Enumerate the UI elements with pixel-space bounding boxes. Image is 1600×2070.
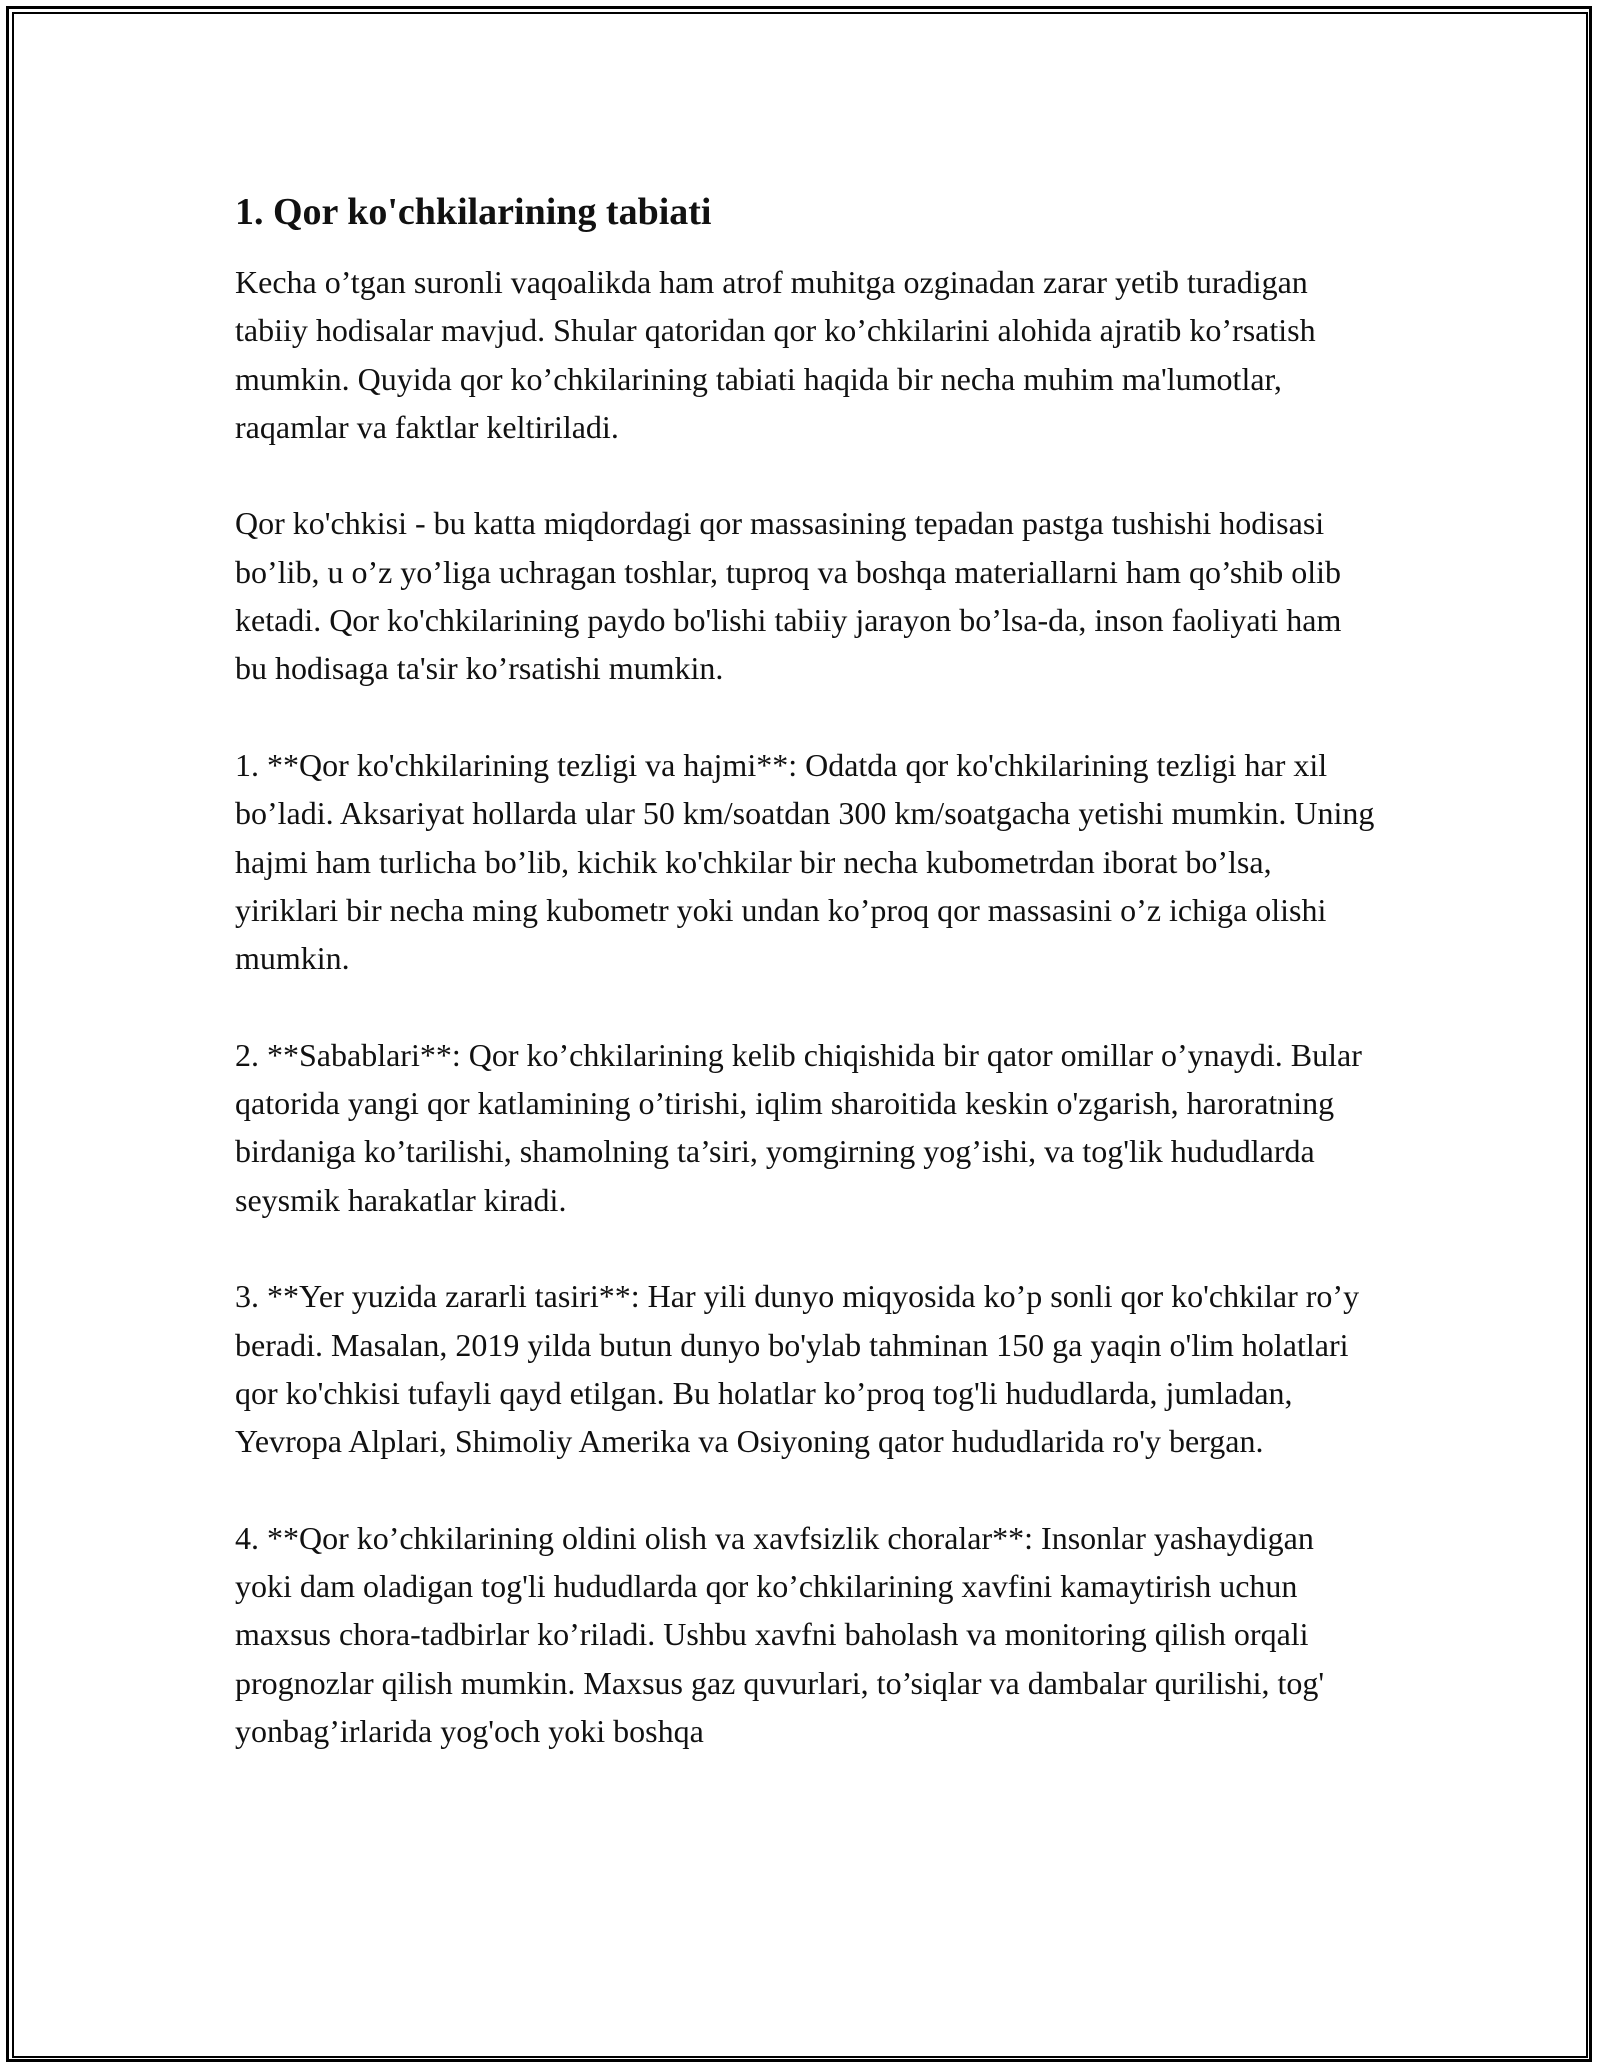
document-title: 1. Qor ko'chkilarining tabiati (235, 191, 712, 233)
paragraph-intro: Kecha o’tgan suronli vaqoalikda ham atrof muhitga ozginadan zarar yetib turadigan tabiiy hodisalar mavjud. Shular qatoridan qor ko’chkilarini alohida ajratib ko’rsatish mumkin. Quyida qor ko’chkilarining tabiati haqida bir necha muhim ma'lumotlar, raqamlar va faktlar keltiriladi. (235, 264, 1316, 445)
paragraph-harm: 3. **Yer yuzida zararli tasiri**: Har yili dunyo miqyosida ko’p sonli qor ko'chkilar ro’y beradi. Masalan, 2019 yilda butun dunyo bo'ylab tahminan 150 ga yaqin o'lim holatlari qor ko'chkisi tufayli qayd etilgan. Bu holatlar ko’proq tog'li hududlarda, jumladan, Yevropa Alplari, Shimoliy Amerika va Osiyoning qator hududlarida ro'y bergan. (235, 1278, 1360, 1460)
paragraph-prevention: 4. **Qor ko’chkilarining oldini olish va xavfsizlik choralar**: Insonlar yashaydigan yoki dam oladigan tog'li hududlarda qor ko’chkilarining xavfini kamaytirish uchun maxsus chora-tadbirlar ko’riladi. Ushbu xavfni baholash va monitoring qilish orqali prognozlar qilish mumkin. Maxsus gaz quvurlari, to’siqlar va dambalar qurilishi, tog' yonbag’irlarida yog'och yoki boshqa (235, 1519, 1325, 1749)
document-body (235, 186, 1375, 1804)
paragraph-causes: 2. **Sabablari**: Qor ko’chkilarining kelib chiqishida bir qator omillar o’ynaydi. Bular qatorida yangi qor katlamining o’tirishi, iqlim sharoitida keskin o'zgarish, haroratning birdaniga ko’tarilishi, shamolning ta’siri, yomgirning yog’ishi, va tog'lik hududlarda seysmik harakatlar kiradi. (235, 1036, 1362, 1218)
paragraph-definition: Qor ko'chkisi - bu katta miqdordagi qor massasining tepadan pastga tushishi hodisasi bo’lib, u o’z yo’liga uchragan toshlar, tuproq va boshqa materiallarni ham qo’shib olib ketadi. Qor ko'chkilarining paydo bo'lishi tabiiy jarayon bo’lsa-da, inson faoliyati ham bu hodisaga ta'sir ko’rsatishi mumkin. (235, 505, 1342, 687)
paragraph-speed-volume: 1. **Qor ko'chkilarining tezligi va hajmi**: Odatda qor ko'chkilarining tezligi har xil bo’ladi. Aksariyat hollarda ular 50 km/soatdan 300 km/soatgacha yetishi mumkin. Uning hajmi ham turlicha bo’lib, kichik ko'chkilar bir necha kubometrdan iborat bo’lsa, yiriklari bir necha ming kubometr yoki undan ko’proq qor massasini o’z ichiga olishi mumkin. (235, 746, 1375, 977)
